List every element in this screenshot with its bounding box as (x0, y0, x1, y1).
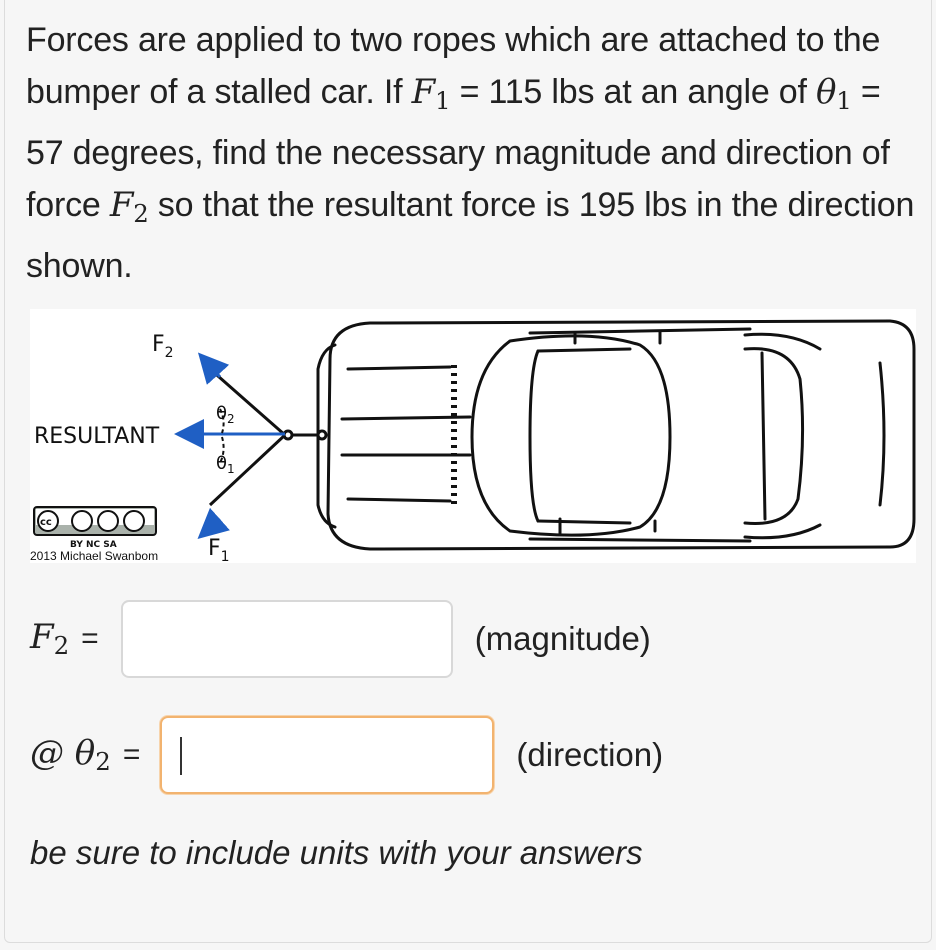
question-text-part3: = 57 degrees, find the necessary magnitude and direction of force (26, 73, 890, 225)
question-text-part2: = 115 lbs at an angle of (450, 73, 817, 111)
resultant-label: RESULTANT (34, 424, 160, 449)
magnitude-input[interactable] (121, 600, 453, 678)
f2-symbol: $F_2$ (109, 185, 149, 229)
car-outline (318, 321, 914, 549)
question-text-part4: so that the resultant force is 195 lbs in the direction shown. (26, 186, 915, 286)
magnitude-row (30, 600, 651, 678)
direction-unit-label: (direction) (516, 736, 664, 773)
svg-text:cc: cc (40, 517, 52, 528)
magnitude-unit-label: (magnitude) (474, 620, 651, 657)
theta1-figure-label: $\theta_1$ (216, 453, 235, 476)
text-caret (180, 737, 182, 775)
direction-input[interactable] (160, 716, 494, 794)
f2-arrow (202, 357, 220, 377)
f1-symbol: $F_1$ (411, 72, 451, 116)
credit-text: 2013 Michael Swanbom (30, 549, 159, 563)
f2-answer-label: $F_2$ = (30, 617, 99, 661)
question-text (26, 14, 916, 292)
f2-figure-label: $F_2$ (152, 332, 174, 361)
theta2-figure-label: $\theta_2$ (216, 403, 235, 426)
f1-figure-label: $F_1$ (208, 536, 230, 563)
theta2-answer-label: @ $\theta_2$ = (30, 733, 141, 777)
ropes (210, 369, 326, 505)
car-force-diagram (30, 309, 916, 563)
svg-text:BY NC SA: BY NC SA (70, 540, 117, 550)
units-note: be sure to include units with your answers (30, 834, 643, 871)
f1-arrow (202, 519, 220, 535)
diagram-svg (30, 309, 916, 563)
theta1-symbol: $\theta_1$ (816, 72, 852, 116)
question-text-part1: Forces are applied to two ropes which are attached to the bumper of a stalled car. If (26, 21, 881, 111)
cc-license-badge (34, 507, 156, 550)
direction-row (30, 716, 663, 794)
